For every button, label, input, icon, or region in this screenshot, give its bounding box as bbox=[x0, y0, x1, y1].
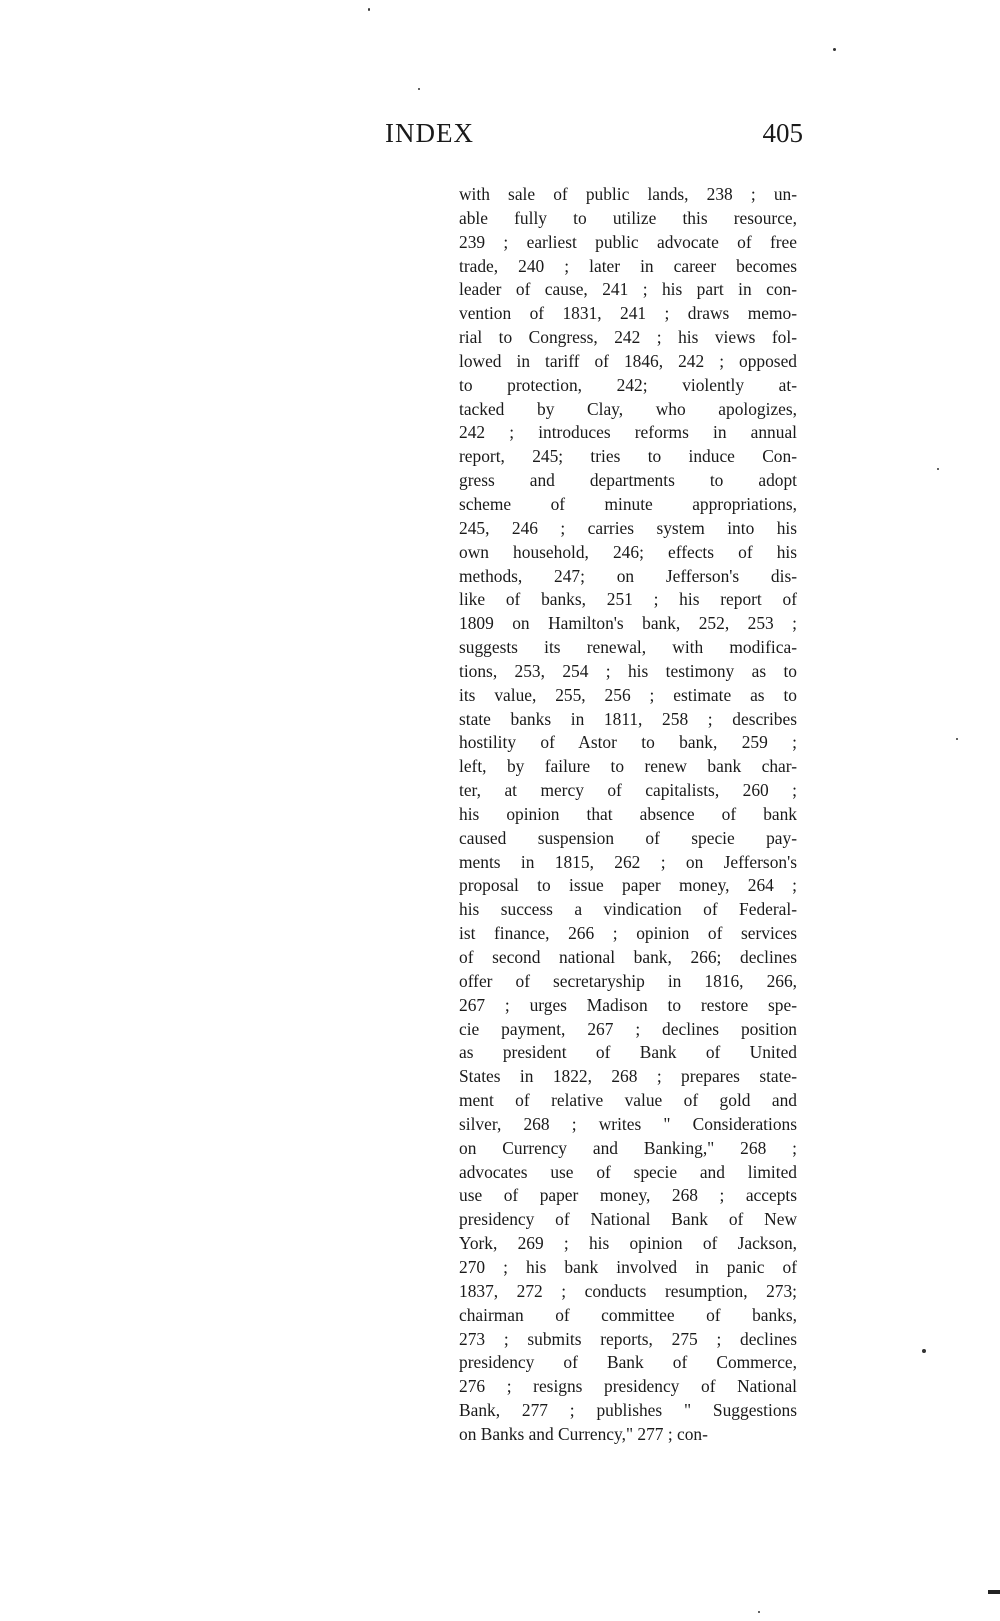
text-line: on Banks and Currency," 277 ; con- bbox=[459, 1423, 708, 1444]
text-line: 245, 246 ; carries system into his bbox=[459, 517, 797, 538]
text-line: gress and departments to adopt bbox=[459, 470, 797, 491]
text-line: tions, 253, 254 ; his testimony as to bbox=[459, 660, 797, 681]
running-head bbox=[385, 118, 803, 158]
scan-speck bbox=[758, 1611, 760, 1613]
scan-speck bbox=[937, 468, 939, 470]
page-number: 405 bbox=[762, 118, 803, 148]
text-line: tacked by Clay, who apologizes, bbox=[459, 398, 797, 419]
text-line: presidency of Bank of Commerce, bbox=[459, 1352, 797, 1373]
text-line: Bank, 277 ; publishes " Suggestions bbox=[459, 1400, 797, 1421]
scan-speck bbox=[956, 738, 958, 740]
text-line: to protection, 242; violently at- bbox=[459, 374, 797, 395]
text-line: vention of 1831, 241 ; draws memo- bbox=[459, 303, 797, 324]
text-line: offer of secretaryship in 1816, 266, bbox=[459, 970, 797, 991]
text-line: ter, at mercy of capitalists, 260 ; bbox=[459, 780, 797, 801]
text-line: scheme of minute appropriations, bbox=[459, 493, 797, 514]
text-line: ments in 1815, 262 ; on Jefferson's bbox=[459, 851, 797, 872]
text-line: like of banks, 251 ; his report of bbox=[459, 589, 797, 610]
text-line: 273 ; submits reports, 275 ; declines bbox=[459, 1328, 797, 1349]
text-line: advocates use of specie and limited bbox=[459, 1161, 797, 1182]
running-title: INDEX bbox=[385, 118, 474, 148]
text-line: rial to Congress, 242 ; his views fol- bbox=[459, 327, 797, 348]
text-line: ment of relative value of gold and bbox=[459, 1090, 797, 1111]
text-line: 1837, 272 ; conducts resumption, 273; bbox=[459, 1280, 797, 1301]
edge-mark bbox=[988, 1590, 1000, 1594]
text-line: proposal to issue paper money, 264 ; bbox=[459, 875, 797, 896]
index-entry-text bbox=[459, 183, 797, 1447]
text-line: on Currency and Banking," 268 ; bbox=[459, 1137, 797, 1158]
text-line: leader of cause, 241 ; his part in con- bbox=[459, 279, 797, 300]
text-line: left, by failure to renew bank char- bbox=[459, 756, 797, 777]
text-line: lowed in tariff of 1846, 242 ; opposed bbox=[459, 350, 797, 371]
text-line: 239 ; earliest public advocate of free bbox=[459, 231, 797, 252]
text-line: of second national bank, 266; declines bbox=[459, 947, 797, 967]
text-line: as president of Bank of United bbox=[459, 1042, 797, 1063]
text-line: ist finance, 266 ; opinion of services bbox=[459, 923, 797, 944]
text-line: trade, 240 ; later in career becomes bbox=[459, 255, 797, 276]
text-line: its value, 255, 256 ; estimate as to bbox=[459, 684, 797, 705]
text-line: presidency of National Bank of New bbox=[459, 1209, 797, 1230]
text-line: report, 245; tries to induce Con- bbox=[459, 446, 797, 467]
scan-speck bbox=[418, 88, 420, 90]
text-line: able fully to utilize this resource, bbox=[459, 207, 797, 228]
text-line: state banks in 1811, 258 ; describes bbox=[459, 708, 797, 729]
text-line: cie payment, 267 ; declines position bbox=[459, 1018, 797, 1039]
text-line: use of paper money, 268 ; accepts bbox=[459, 1185, 797, 1206]
text-line: suggests its renewal, with modifica- bbox=[459, 637, 797, 658]
text-line: States in 1822, 268 ; prepares state- bbox=[459, 1066, 797, 1087]
text-line: 276 ; resigns presidency of National bbox=[459, 1376, 797, 1397]
text-line: silver, 268 ; writes " Considerations bbox=[459, 1113, 797, 1134]
text-line: 270 ; his bank involved in panic of bbox=[459, 1256, 797, 1277]
text-line: own household, 246; effects of his bbox=[459, 541, 797, 562]
text-line: chairman of committee of banks, bbox=[459, 1304, 797, 1325]
text-line: 1809 on Hamilton's bank, 252, 253 ; bbox=[459, 613, 797, 634]
text-line: methods, 247; on Jefferson's dis- bbox=[459, 565, 797, 586]
text-line: with sale of public lands, 238 ; un- bbox=[459, 184, 797, 204]
scan-speck bbox=[368, 8, 370, 11]
scan-speck bbox=[922, 1349, 926, 1353]
text-line: his opinion that absence of bank bbox=[459, 803, 797, 824]
scan-speck bbox=[833, 48, 836, 51]
text-line: caused suspension of specie pay- bbox=[459, 827, 797, 848]
text-line: 242 ; introduces reforms in annual bbox=[459, 422, 797, 443]
text-line: his success a vindication of Federal- bbox=[459, 899, 797, 920]
text-line: 267 ; urges Madison to restore spe- bbox=[459, 994, 797, 1015]
text-line: hostility of Astor to bank, 259 ; bbox=[459, 732, 797, 753]
text-line: York, 269 ; his opinion of Jackson, bbox=[459, 1233, 797, 1254]
